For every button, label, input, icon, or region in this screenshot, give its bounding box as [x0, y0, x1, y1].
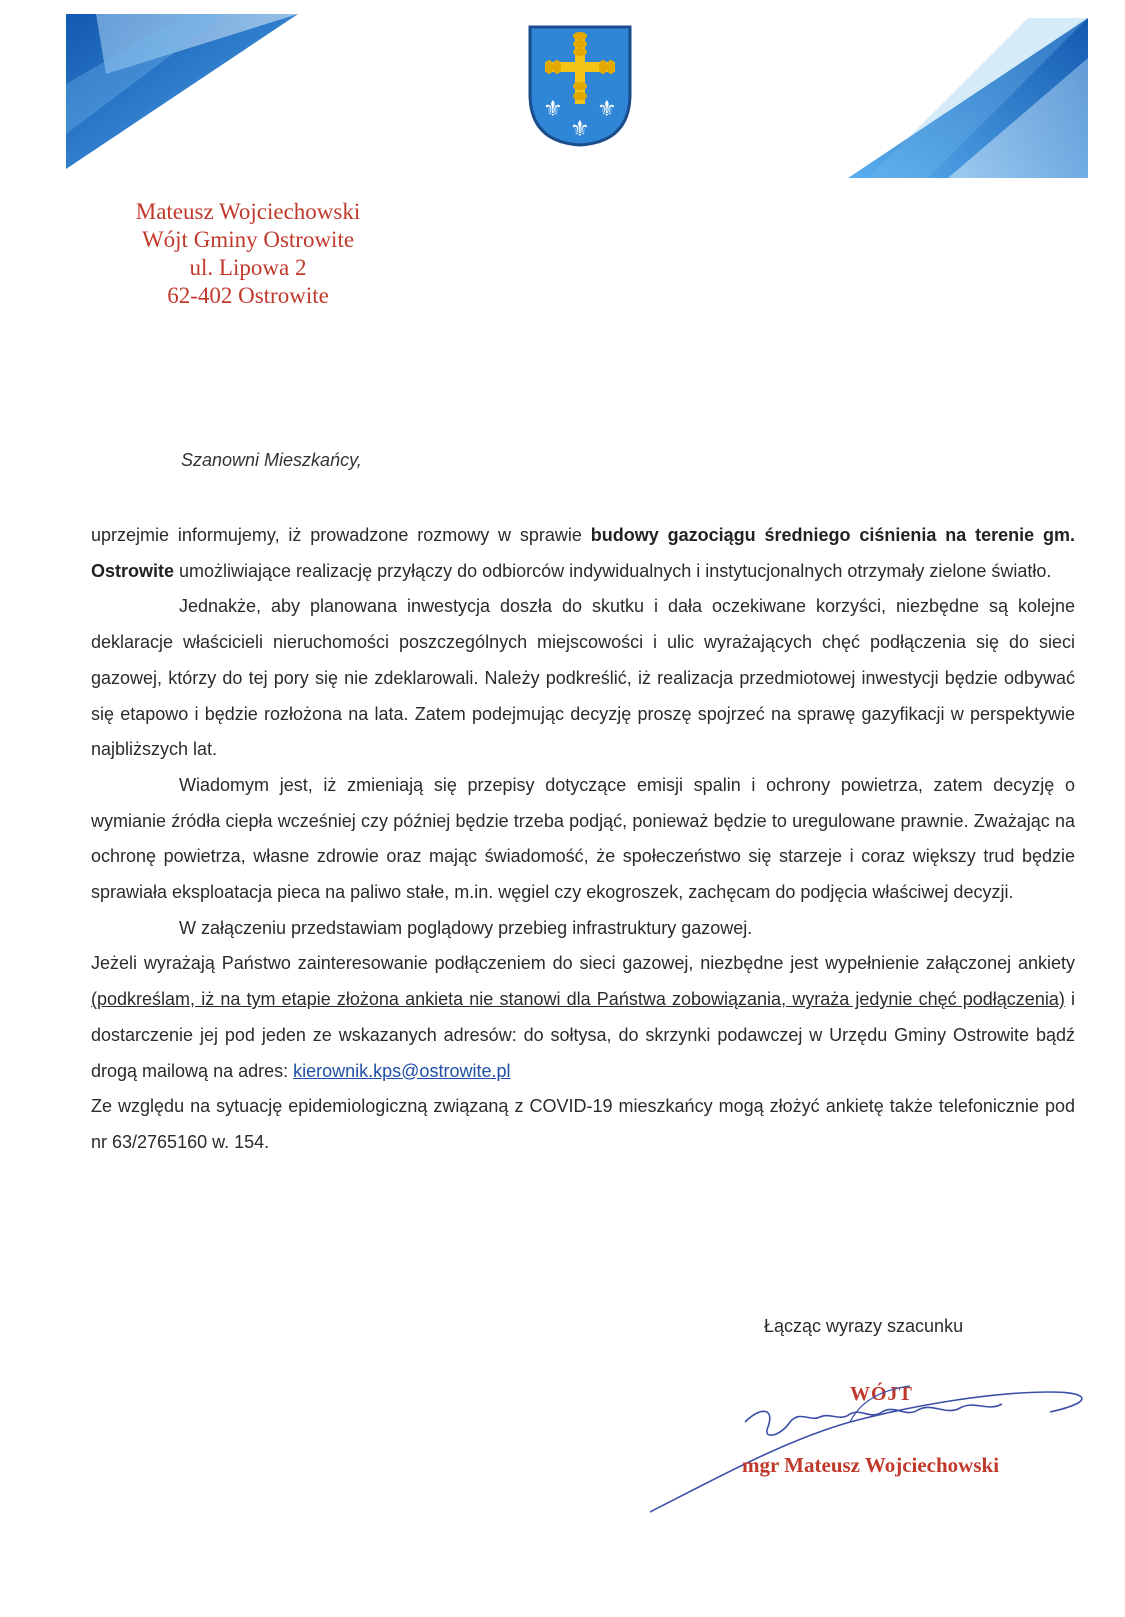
letter-body — [91, 518, 1075, 1161]
email-link[interactable]: kierownik.kps@ostrowite.pl — [293, 1060, 511, 1081]
svg-text:⚜: ⚜ — [570, 117, 590, 142]
bold-phrase: budowy gazociągu średniego ciśnienia na terenie gm. Ostrowite — [91, 525, 1076, 581]
header-decoration-right — [848, 18, 1088, 182]
header-decoration-left — [66, 14, 306, 174]
svg-text:⚜: ⚜ — [597, 97, 617, 122]
underlined-note: (podkreślam, iż na tym etapie złożona ankieta nie stanowi dla Państwa zobowiązania, wyraża jedynie chęć podłączenia) — [91, 989, 1065, 1010]
paragraph-2: Jednakże, aby planowana inwestycja doszła do skutku i dała oczekiwane korzyści, niezbędne są kolejne deklaracje właścicieli nieruchomości poszczególnych miejscowości i ulic wyrażających chęć podłączenia się do sieci gazowej, którzy do tej pory się nie zdeklarowali. Należy podkreślić, iż realizacja przedmiotowej inwestycji będzie odbywać się etapowo i będzie rozłożona na lata. Zatem podejmując decyzję proszę spojrzeć na sprawę gazyfikacji w perspektywie najbliższych lat. — [91, 596, 1075, 760]
sender-title: Wójt Gminy Ostrowite — [141, 227, 355, 252]
sender-name: Mateusz Wojciechowski — [135, 199, 361, 224]
paragraph-3: Wiadomym jest, iż zmieniają się przepisy dotyczące emisji spalin i ochrony powietrza, zatem decyzję o wymianie źródła ciepła wcześniej czy później będzie trzeba podjąć, ponieważ będzie to uregulowane prawnie. Zważając na ochronę powietrza, własne zdrowie oraz mając świadomość, że społeczeństwo się starzeje i coraz większy trud będzie sprawiała eksploatacja pieca na paliwo stałe, m.in. węgiel czy ekogroszek, zachęcam do podjęcia właściwej decyzji. — [91, 774, 1075, 903]
paragraph-5: Jeżeli wyrażają Państwo zainteresowanie podłączeniem do sieci gazowej, niezbędne jest wypełnienie załączonej ankiety (podkreślam, iż na tym etapie złożona ankieta nie stanowi dla Państwa zobowiązania, wyraża jedynie chęć podłączenia) i dostarczenie jej pod jeden ze wskazanych adresów: do sołtysa, do skrzynki podawczej w Urzędu Gminy Ostrowite bądź drogą mailową na adres: kierownik.kps@ostrowite.pl — [91, 953, 1075, 1081]
sender-city: 62-402 Ostrowite — [167, 283, 329, 308]
sender-address-block — [100, 198, 396, 310]
closing-phrase: Łącząc wyrazy szacunku — [764, 1316, 964, 1336]
paragraph-4: W załączeniu przedstawiam poglądowy przebieg infrastruktury gazowej. — [179, 917, 753, 938]
svg-text:⚜: ⚜ — [543, 97, 563, 122]
sender-street: ul. Lipowa 2 — [189, 255, 307, 280]
paragraph-1: uprzejmie informujemy, iż prowadzone rozmowy w sprawie budowy gazociągu średniego ciśnienia na terenie gm. Ostrowite umożliwiające realizację przyłączy do odbiorców indywidualnych i instytucjonalnych otrzymały zielone światło. — [91, 525, 1076, 581]
signature-name: mgr Mateusz Wojciechowski — [742, 1453, 1000, 1477]
salutation: Szanowni Mieszkańcy, — [181, 450, 362, 470]
paragraph-6: Ze względu na sytuację epidemiologiczną związaną z COVID-19 mieszkańcy mogą złożyć ankietę także telefonicznie pod nr 63/2765160 w. 154. — [91, 1096, 1075, 1152]
signature-title: WÓJT — [850, 1383, 913, 1405]
coat-of-arms-icon — [527, 24, 633, 153]
